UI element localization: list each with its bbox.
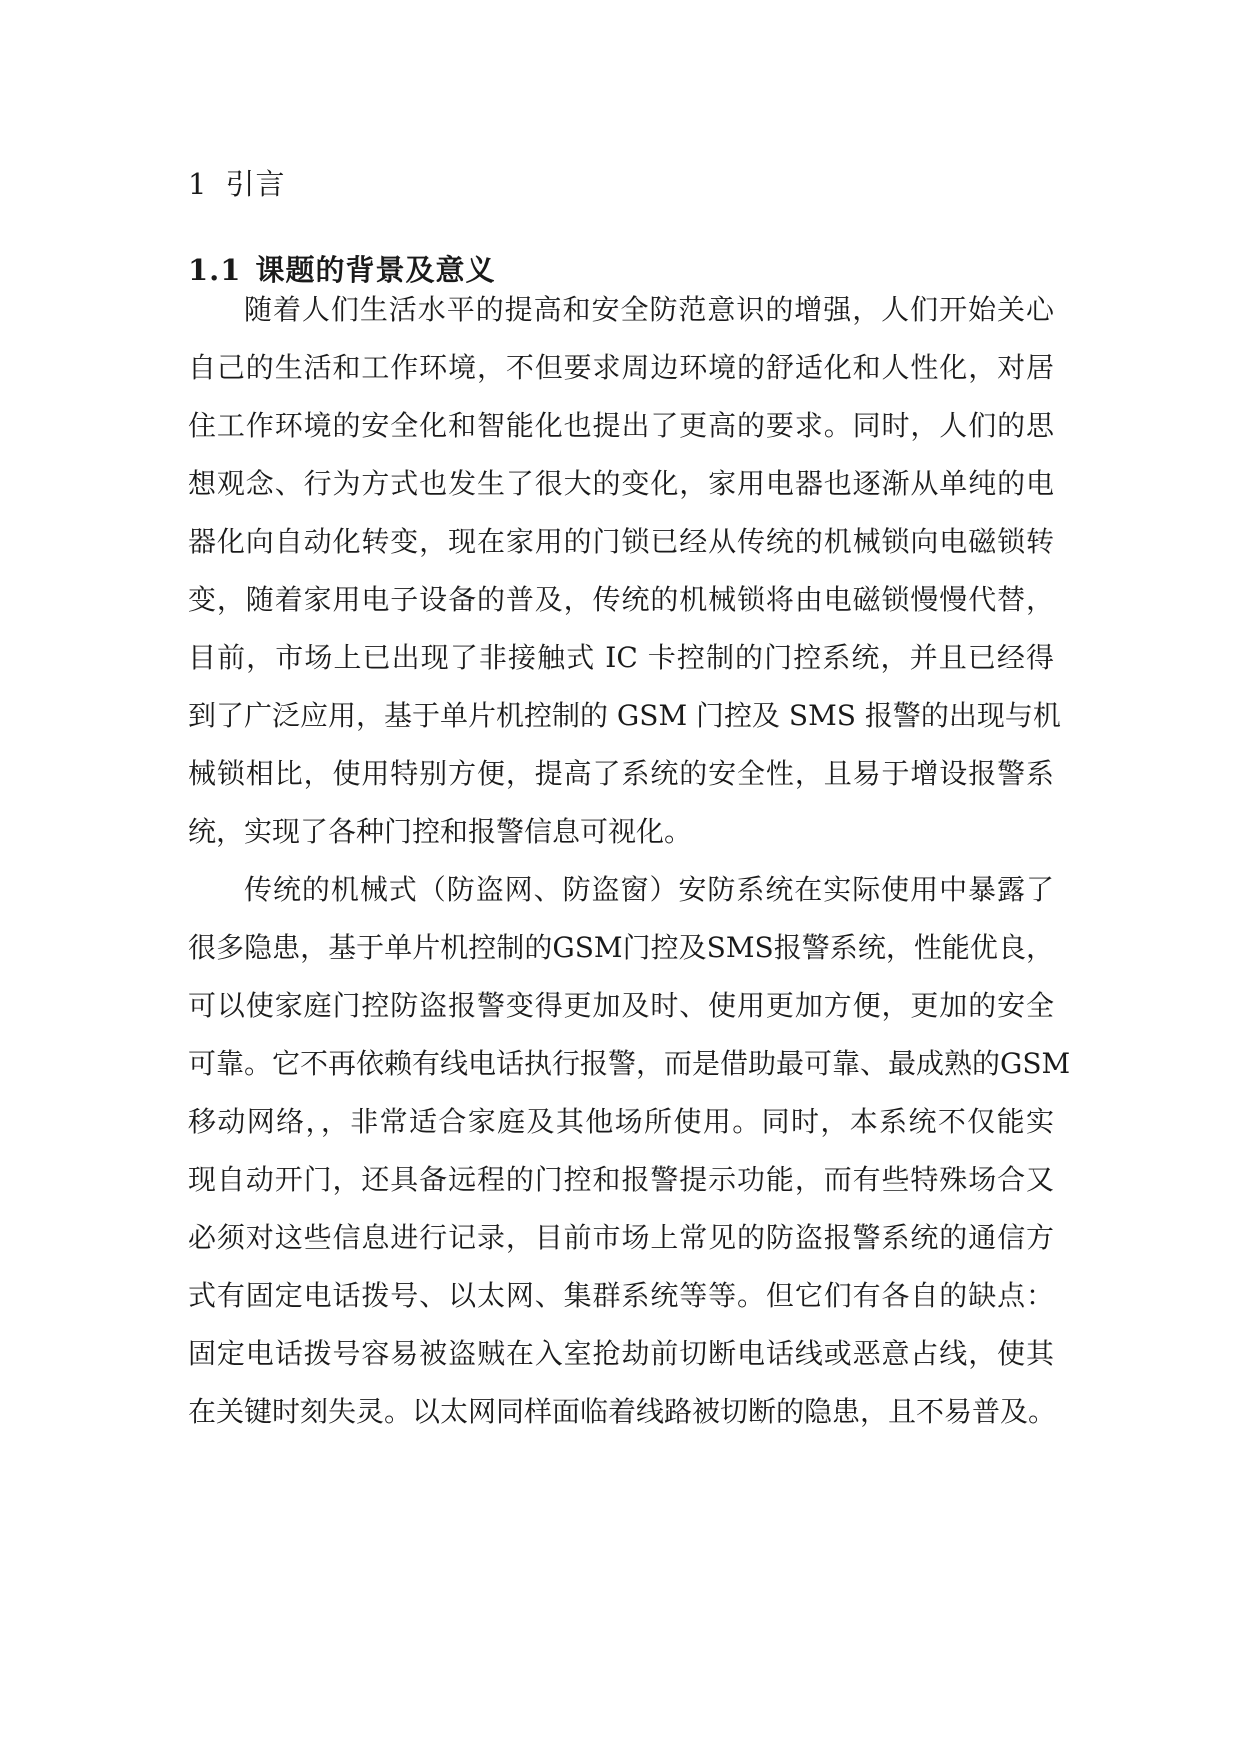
paragraph-line: 式有固定电话拨号、以太网、集群系统等等。但它们有各自的缺点： [188,1279,1054,1312]
paragraph-line: 传统的机械式（防盗网、防盗窗）安防系统在实际使用中暴露了 [244,873,1054,906]
section-title-text: 课题的背景及意义 [255,253,496,287]
paragraph-line: 必须对这些信息进行记录，目前市场上常见的防盗报警系统的通信方 [188,1221,1054,1254]
chapter-number: 1 [188,167,208,201]
paragraph-line: 很多隐患，基于单片机控制的GSM门控及SMS报警系统，性能优良， [188,931,1054,964]
paragraph-line: 可以使家庭门控防盗报警变得更加及时、使用更加方便，更加的安全 [188,989,1054,1022]
paragraph-line: 目前，市场上已出现了非接触式 IC 卡控制的门控系统，并且已经得 [188,641,1054,674]
paragraph-line: 在关键时刻失灵。以太网同样面临着线路被切断的隐患，且不易普及。 [188,1395,1057,1428]
paragraph-line: 械锁相比，使用特别方便，提高了系统的安全性，且易于增设报警系 [188,757,1054,790]
paragraph-line: 固定电话拨号容易被盗贼在入室抢劫前切断电话线或恶意占线，使其 [188,1337,1054,1370]
paragraph-line: 移动网络，，非常适合家庭及其他场所使用。同时，本系统不仅能实 [188,1105,1054,1138]
section-heading [188,248,495,289]
paragraph-line: 自己的生活和工作环境，不但要求周边环境的舒适化和人性化，对居 [188,351,1054,384]
chapter-heading [188,162,285,203]
chapter-title-text: 引言 [225,167,286,201]
paragraph-line: 住工作环境的安全化和智能化也提出了更高的要求。同时，人们的思 [188,409,1054,442]
paragraph-line: 到了广泛应用，基于单片机控制的 GSM 门控及 SMS 报警的出现与机 [188,699,1061,732]
section-number: 1.1 [188,253,242,287]
paragraph-line: 随着人们生活水平的提高和安全防范意识的增强，人们开始关心 [244,293,1054,326]
paragraph-line: 变，随着家用电子设备的普及，传统的机械锁将由电磁锁慢慢代替， [188,583,1054,616]
paragraph-line: 器化向自动化转变，现在家用的门锁已经从传统的机械锁向电磁锁转 [188,525,1054,558]
paragraph-line: 现自动开门，还具备远程的门控和报警提示功能，而有些特殊场合又 [188,1163,1054,1196]
paragraph-line: 想观念、行为方式也发生了很大的变化，家用电器也逐渐从单纯的电 [188,467,1054,500]
paragraph-line: 可靠。它不再依赖有线电话执行报警，而是借助最可靠、最成熟的GSM [188,1047,1071,1080]
paragraph-line: 统，实现了各种门控和报警信息可视化。 [188,815,693,848]
